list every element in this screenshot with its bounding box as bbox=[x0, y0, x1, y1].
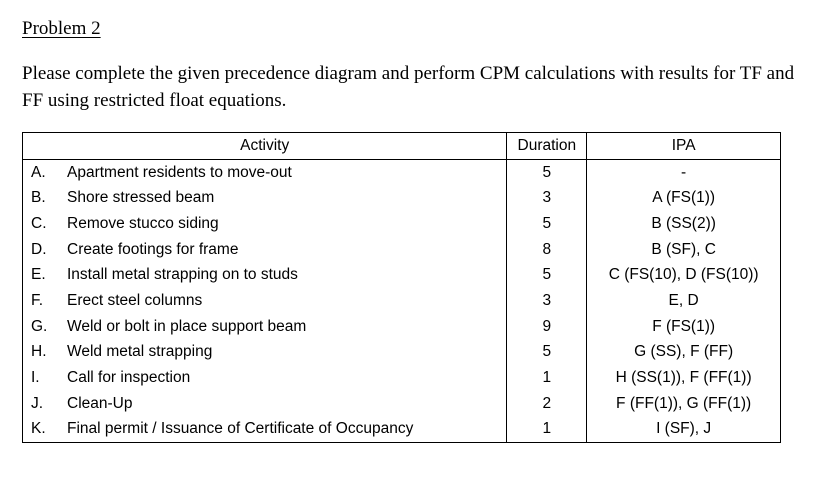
activity-cell bbox=[23, 185, 507, 211]
activity-cell bbox=[23, 340, 507, 366]
problem-heading: Problem 2 bbox=[22, 18, 101, 39]
activity-name: Call for inspection bbox=[67, 369, 191, 387]
activity-name: Install metal strapping on to studs bbox=[67, 266, 298, 284]
activity-label: K. bbox=[31, 420, 46, 438]
ipa-cell: - bbox=[587, 159, 781, 185]
table-row bbox=[23, 417, 781, 443]
ipa-cell: F (FS(1)) bbox=[587, 314, 781, 340]
ipa-cell: B (SS(2)) bbox=[587, 211, 781, 237]
activity-label: I. bbox=[31, 369, 40, 387]
table-row bbox=[23, 288, 781, 314]
ipa-cell: C (FS(10), D (FS(10)) bbox=[587, 262, 781, 288]
activity-cell bbox=[23, 365, 507, 391]
activity-cell bbox=[23, 288, 507, 314]
table-row bbox=[23, 391, 781, 417]
activity-name: Create footings for frame bbox=[67, 240, 239, 258]
activity-label: D. bbox=[31, 240, 47, 258]
activity-label: E. bbox=[31, 266, 46, 284]
duration-cell: 1 bbox=[507, 365, 587, 391]
activity-cell bbox=[23, 391, 507, 417]
header-ipa: IPA bbox=[587, 133, 781, 160]
activity-table bbox=[22, 132, 781, 443]
table-row bbox=[23, 314, 781, 340]
table-row bbox=[23, 262, 781, 288]
activity-cell bbox=[23, 211, 507, 237]
duration-cell: 5 bbox=[507, 262, 587, 288]
ipa-cell: I (SF), J bbox=[587, 417, 781, 443]
duration-cell: 9 bbox=[507, 314, 587, 340]
duration-cell: 5 bbox=[507, 159, 587, 185]
duration-cell: 2 bbox=[507, 391, 587, 417]
ipa-cell: E, D bbox=[587, 288, 781, 314]
duration-cell: 5 bbox=[507, 340, 587, 366]
activity-name: Weld metal strapping bbox=[67, 343, 213, 361]
activity-cell bbox=[23, 237, 507, 263]
activity-label: G. bbox=[31, 317, 48, 335]
activity-cell bbox=[23, 314, 507, 340]
activity-name: Clean-Up bbox=[67, 394, 133, 412]
table-row bbox=[23, 340, 781, 366]
activity-name: Erect steel columns bbox=[67, 291, 203, 309]
header-activity: Activity bbox=[23, 133, 507, 160]
duration-cell: 1 bbox=[507, 417, 587, 443]
table-row bbox=[23, 365, 781, 391]
activity-label: J. bbox=[31, 394, 44, 412]
activity-label: B. bbox=[31, 189, 46, 207]
activity-name: Final permit / Issuance of Certificate of Occupancy bbox=[67, 420, 414, 438]
table-row bbox=[23, 185, 781, 211]
activity-label: A. bbox=[31, 163, 46, 181]
ipa-cell: H (SS(1)), F (FF(1)) bbox=[587, 365, 781, 391]
activity-label: C. bbox=[31, 214, 47, 232]
table-row bbox=[23, 237, 781, 263]
activity-cell bbox=[23, 417, 507, 443]
activity-name: Remove stucco siding bbox=[67, 214, 219, 232]
activity-label: H. bbox=[31, 343, 47, 361]
ipa-cell: F (FF(1)), G (FF(1)) bbox=[587, 391, 781, 417]
ipa-cell: A (FS(1)) bbox=[587, 185, 781, 211]
activity-label: F. bbox=[31, 291, 44, 309]
activity-name: Weld or bolt in place support beam bbox=[67, 317, 307, 335]
duration-cell: 3 bbox=[507, 185, 587, 211]
activity-name: Apartment residents to move-out bbox=[67, 163, 292, 181]
table-row bbox=[23, 159, 781, 185]
problem-instructions: Please complete the given precedence diagram and perform CPM calculations with results for TF and FF using restricted float equations. bbox=[22, 63, 795, 111]
ipa-cell: B (SF), C bbox=[587, 237, 781, 263]
duration-cell: 3 bbox=[507, 288, 587, 314]
header-duration: Duration bbox=[507, 133, 587, 160]
table-row bbox=[23, 211, 781, 237]
activity-cell bbox=[23, 262, 507, 288]
activity-cell bbox=[23, 159, 507, 185]
activity-name: Shore stressed beam bbox=[67, 189, 215, 207]
duration-cell: 8 bbox=[507, 237, 587, 263]
table-header-row bbox=[23, 133, 781, 160]
duration-cell: 5 bbox=[507, 211, 587, 237]
ipa-cell: G (SS), F (FF) bbox=[587, 340, 781, 366]
